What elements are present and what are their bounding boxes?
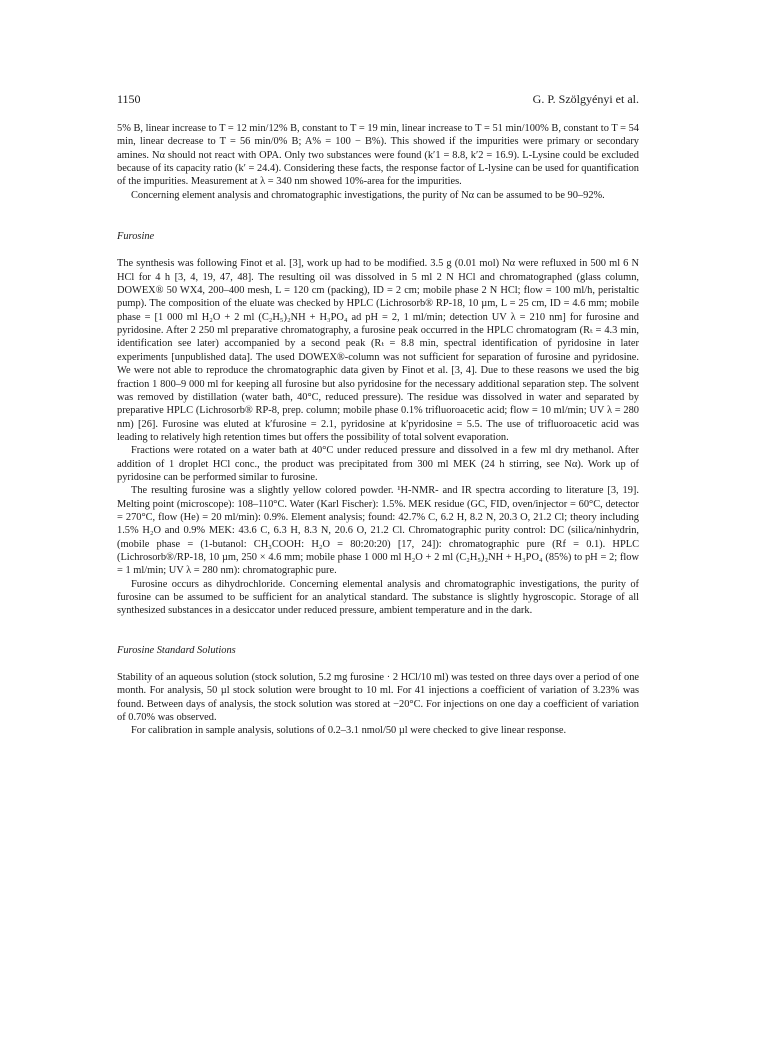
page-number: 1150 bbox=[117, 92, 141, 106]
standard-paragraph: Stability of an aqueous solution (stock solution, 5.2 mg furosine · 2 HCl/10 ml) was tested on three days over a period of one month. For analysis, 50 µl stock solution were brought to 10 ml. For 41 injections a coefficient of variation of 3.23% was found. Between days of analysis, the stock solution was stored at −20°C. For injections on one day a coefficient of variation of 0.70% was observed. bbox=[117, 672, 639, 724]
furosine-paragraph: The resulting furosine was a slightly yellow colored powder. ¹H-NMR- and IR spectra according to literature [3, 19]. Melting point (microscope): 108–110°C. Water (Karl Fischer): 1.5%. MEK residue (GC, FID, oven/injector = 60°C, detector = 270°C, flow (He) = 20 ml/min): 0.9%. Element analysis; found: 42.7% C, 6.2 H, 8.2 N, 20.3 O, 21.2 Cl; theory including 1.5% H₂O and 0.9% MEK: 43.6 C, 6.3 H, 8.3 N, 20.6 O, 21.2 Cl. Chromatographic purity control: DC (silica/ninhydrin, (mobile phase = (1-butanol: CH₃COOH: H₂O = 80:20:20) [17, 24]): chromatographic pure (Rf = 0.1). HPLC (Lichrosorb®/RP-18, 10 µm, 250 × 4.6 mm; mobile phase 1 000 ml H₂O + 2 ml (C₂H₅)₂NH + H₃PO₄ (85%) to pH = 2; flow = 1 ml/min; UV λ = 280 nm): chromatographic pure. bbox=[117, 485, 639, 577]
intro-paragraph: 5% B, linear increase to T = 12 min/12% B, constant to T = 19 min, linear increase to T = 51 min/100% B, constant to T = 54 min, linear decrease to T = 56 min/0% B; A% = 100 − B%). This showed if the impurities were primary or secondary amines. Nα should not react with OPA. Only two substances were found (k′1 = 8.8, k′2 = 16.9). L-Lysine could be excluded because of its capacity ratio (k′ = 24.4). Considering these facts, the response factor of L-lysine can be used for quantification of the impurities. Measurement at λ = 340 nm showed 10%-area for the impurities. bbox=[117, 123, 640, 188]
standard-paragraph: For calibration in sample analysis, solutions of 0.2–3.1 nmol/50 µl were checked to give linear response. bbox=[131, 725, 567, 737]
page-body bbox=[117, 122, 639, 738]
section-heading-furosine: Furosine bbox=[117, 231, 155, 243]
furosine-paragraph: Fractions were rotated on a water bath at 40°C under reduced pressure and dissolved in a few ml dry methanol. After addition of 1 droplet HCl conc., the product was precipitated from 300 ml MEK (24 h stirring, see Nα). Work up of pyridosine can be performed similar to furosine. bbox=[117, 445, 639, 483]
running-head-authors: G. P. Szölgyényi et al. bbox=[532, 92, 639, 106]
furosine-paragraph: Furosine occurs as dihydrochloride. Concerning elemental analysis and chromatographic investigations, the purity of furosine can be assumed to be sufficient for an analytical standard. The substance is slightly hygroscopic. Storage of all synthesized substances in a desiccator under reduced pressure, ambient temperature and in the dark. bbox=[117, 578, 639, 617]
section-heading-standard-solutions: Furosine Standard Solutions bbox=[117, 644, 236, 656]
intro-paragraph: Concerning element analysis and chromatographic investigations, the purity of Nα can be assumed to be 90–92%. bbox=[131, 189, 605, 201]
furosine-paragraph: The synthesis was following Finot et al. [3], work up had to be modified. 3.5 g (0.01 mol) Nα were refluxed in 500 ml 6 N HCl for 4 h [3, 4, 19, 47, 48]. The resulting oil was dissolved in 5 ml 2 N HCl and chromatographed (glass column, DOWEX® 50 WX4, 200–400 mesh, L = 120 cm (packing), ID = 2 cm; mobile phase 2 N HCl; flow = 100 ml/h, peristaltic pump). The composition of the eluate was checked by HPLC (Lichrosorb® RP-18, 10 µm, L = 25 cm, ID = 4.6 mm; mobile phase = [1 000 ml H₂O + 2 ml (C₂H₅)₂NH + H₃PO₄ ad pH = 2, 1 ml/min; detection UV λ = 210 nm] for furosine and pyridosine. After 2 250 ml preparative chromatography, a furosine peak occurred in the HPLC chromatogram (Rₜ = 4.3 min, identification see later) accompanied by a second peak (Rₜ = 8.8 min, spectral identification of pyridosine in later experiments [unpublished data]. The used DOWEX®-column was not sufficient for separation of furosine and pyridosine. We were not able to reproduce the chromatographic data given by Finot et al. [3, 4]. Due to these reasons we used the big fraction 1 800–9 000 ml for keeping all furosine but also pyridosine for the necessary additional separation step. The solvent was removed by distillation (water bath, 40°C, reduced pressure). The residue was dissolved in water and separated by preparative HPLC (Lichrosorb® RP-8, prep. column; mobile phase 0.1% trifluoroacetic acid; flow = 10 ml/min; UV λ = 280 nm) [26]. Furosine was eluted at k′furosine = 2.1, pyridosine at k′pyridosine = 5.5. The use of trifluoroacetic acid was leading to relatively high retention times but offers the possibility of total solvent evaporation. bbox=[117, 258, 639, 443]
